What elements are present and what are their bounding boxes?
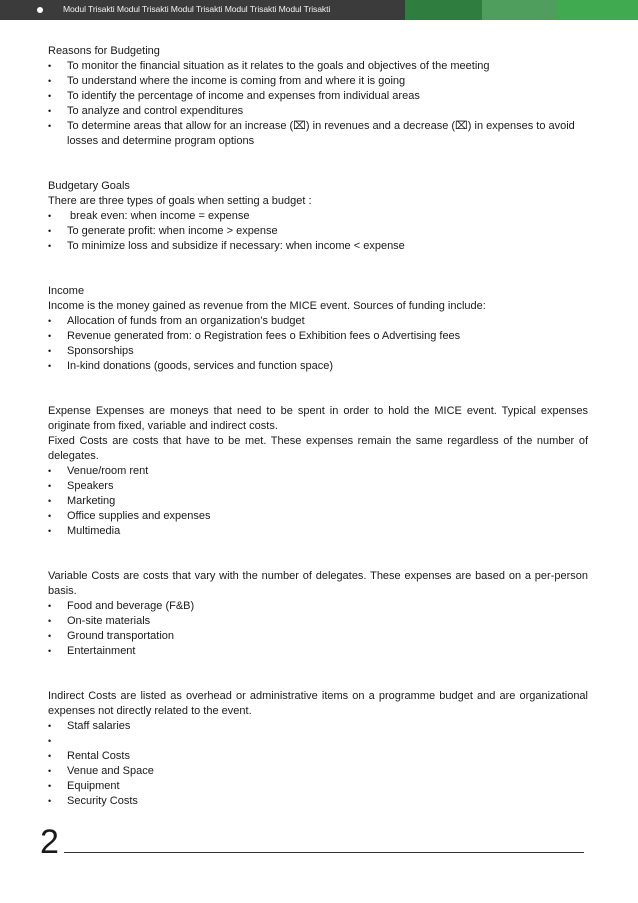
section-reasons [48,44,588,149]
goals-list [48,209,588,254]
list-item: • In-kind donations (goods, services and function space) [48,359,588,374]
list-item: • To monitor the financial situation as it relates to the goals and objectives of the meeting [48,59,588,74]
list-item: • Ground transportation [48,629,588,644]
list-item: • Security Costs [48,794,588,809]
list-item: • To analyze and control expenditures [48,104,588,119]
section-indirect [48,689,588,809]
header-title: Modul Trisakti Modul Trisakti Modul Trisakti Modul Trisakti Modul Trisakti [63,4,331,14]
indirect-costs-text: Indirect Costs are listed as overhead or administrative items on a programme budget and are organizational expenses not directly related to the event. [48,690,588,717]
bullet-dot-icon [37,7,43,13]
section-variable [48,569,588,659]
section-income [48,284,588,374]
income-intro: Income is the money gained as revenue from the MICE event. Sources of funding include: [48,300,486,312]
list-item: • Entertainment [48,644,588,659]
variable-costs-text: Variable Costs are costs that vary with the number of delegates. These expenses are based on a per-person basis. [48,570,588,597]
goals-intro: There are three types of goals when setting a budget : [48,195,312,207]
variable-costs-list [48,599,588,659]
header-dark-segment [0,0,405,20]
indirect-costs-list [48,719,588,809]
list-item: • Rental Costs [48,749,588,764]
header-green-block-3 [557,0,638,20]
reasons-heading: Reasons for Budgeting [48,45,160,57]
header-green-block-1 [405,0,482,20]
list-item: • Office supplies and expenses [48,509,588,524]
list-item: • Food and beverage (F&B) [48,599,588,614]
header-green-block-2 [482,0,557,20]
fixed-costs-list [48,464,588,539]
section-expense [48,404,588,539]
list-item: • Staff salaries [48,719,588,734]
list-item: • On-site materials [48,614,588,629]
list-item [48,734,588,749]
list-item: • Multimedia [48,524,588,539]
list-item: • Revenue generated from: o Registration fees o Exhibition fees o Advertising fees [48,329,588,344]
page-number: 2 [40,823,59,861]
list-item: • To determine areas that allow for an increase (⌧) in revenues and a decrease (⌧) in expenses to avoid losses and determine program options [48,119,588,149]
list-item: • Venue and Space [48,764,588,779]
list-item: • Venue/room rent [48,464,588,479]
page-content [48,44,588,809]
list-item: • To understand where the income is coming from and where it is going [48,74,588,89]
list-item: • break even: when income = expense [48,209,588,224]
header-bar [0,0,638,20]
goals-heading: Budgetary Goals [48,180,130,192]
list-item: • Marketing [48,494,588,509]
footer-divider [64,852,584,853]
list-item: • Speakers [48,479,588,494]
list-item: • To generate profit: when income > expense [48,224,588,239]
income-heading: Income [48,285,85,297]
reasons-list [48,59,588,149]
list-item: • To identify the percentage of income and expenses from individual areas [48,89,588,104]
expense-intro: Expense Expenses are moneys that need to be spent in order to hold the MICE event. Typical expenses originate from fixed, variable and indirect costs. [48,405,588,432]
list-item: • Equipment [48,779,588,794]
list-item: • Sponsorships [48,344,588,359]
list-item: • To minimize loss and subsidize if necessary: when income < expense [48,239,588,254]
section-goals [48,179,588,254]
fixed-costs-text: Fixed Costs are costs that have to be met. These expenses remain the same regardless of the number of delegates. [48,435,588,462]
income-list [48,314,588,374]
list-item: • Allocation of funds from an organization’s budget [48,314,588,329]
